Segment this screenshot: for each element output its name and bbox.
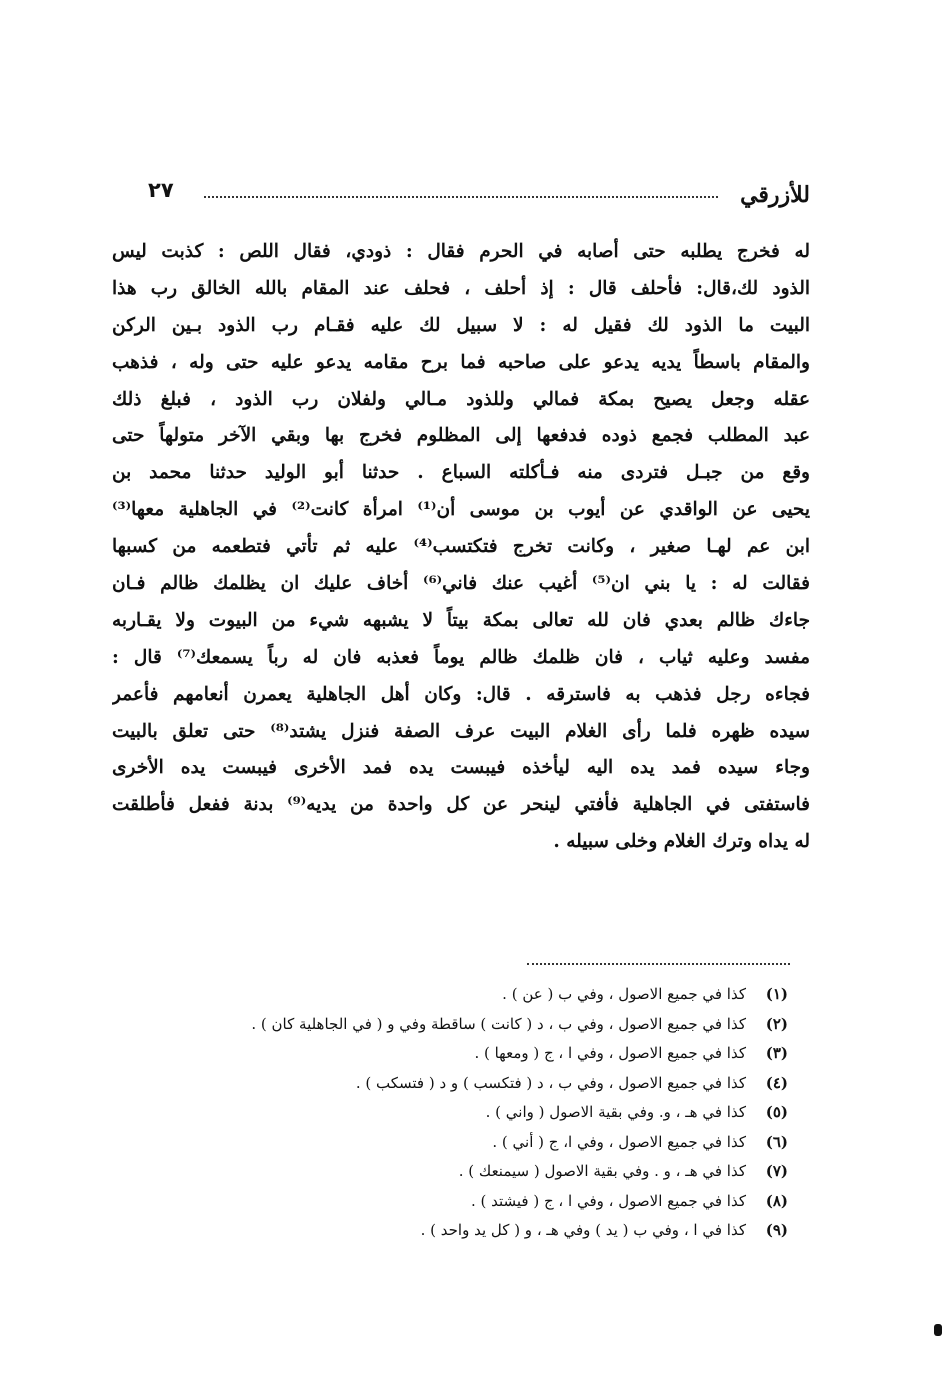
footnote-number: (٨) (765, 1191, 788, 1210)
footnote (150, 980, 788, 1010)
footnote-number: (٦) (765, 1132, 788, 1151)
footnote-number: (٣) (765, 1044, 788, 1062)
running-title: للأزرقي (740, 182, 810, 208)
footnote-text: كذا في جميع الاصول ، وفي ب ( عن ) . (502, 985, 746, 1003)
footnote-number: (٧) (765, 1162, 788, 1180)
text-line: فاستفتى في الجاهلية فأفتي لينحر عن كل واحدة من يديه⁽⁹⁾ بدنة ففعل فأطلقت (112, 794, 810, 816)
footnote (150, 1010, 788, 1040)
footnote-text: كذا في جميع الاصول ، وفي ا، ج ( أني ) . (492, 1132, 746, 1151)
footnote-text: كذا في ا ، وفي ب ( يد ) وفي هـ ، و ( كل يد واحد ) . (420, 1221, 746, 1239)
text-line: الذود لك،قال: فأحلف قال : إذ أحلف ، فحلف عند المقام بالله الخالق رب هذا (112, 277, 810, 299)
text-line: له يداه وترك الغلام وخلى سبيله . (553, 831, 810, 853)
footnote-text: كذا في جميع الاصول ، وفي ا ، ج ( فيشتد ) . (470, 1191, 746, 1210)
text-line: البيت ما الذود لك فقيل له : لا سبيل لك عليه فقـام رب الذود بـين الركن (112, 314, 810, 336)
footnote (150, 1187, 788, 1217)
footnote-text: كذا في جميع الاصول ، وفي ب ، د ( كانت ) ساقطة وفي و ( في الجاهلية كان ) . (251, 1014, 746, 1033)
header-dotted-rule (204, 196, 718, 198)
text-line: مفسد وعليه ثياب ، فان ظلمك ظالم يوماً فعذبه فان له رباً يسمعك⁽⁷⁾ قال : (112, 646, 810, 668)
footnote-text: كذا في هـ ، و. وفي بقية الاصول ( واني ) . (485, 1103, 746, 1121)
text-line: ابن عم لهـا صغير ، وكانت تخرج فتكتسب⁽⁴⁾ عليه ثم تأتي فتطعمه من كسبها (112, 536, 810, 558)
footnote-text: كذا في جميع الاصول ، وفي ب ، د ( فتكسب ) و د ( فتسكب ) . (355, 1073, 746, 1092)
footnotes (150, 980, 788, 1246)
text-line: وقع من جبـل فتردى منه فـأكلته السباع . حدثنا أبو الوليد حدثنا محمد بن (112, 462, 810, 484)
footnote-number: (١) (765, 985, 788, 1003)
footnote-separator (527, 963, 790, 965)
footnote (150, 1069, 788, 1099)
footnote-number: (٥) (765, 1103, 788, 1121)
footnote-number: (٢) (765, 1014, 788, 1033)
text-line: عقله وجعل يصيح بمكة فمالي وللذود مـالي ولفلان رب الذود ، فبلغ ذلك (112, 388, 810, 410)
footnote (150, 1157, 788, 1187)
footnote-text: كذا في هـ ، و . وفي بقية الاصول ( سيمنعك ) . (458, 1162, 746, 1180)
text-line: له فخرج يطلبه حتى أصابه في الحرم فقال : ذودي، فقال اللص : كذبت ليس (112, 241, 810, 262)
text-line: وجاء سيده فمد يده اليه ليأخذه فيبست يده فمد الأخرى فيبست يده الأخرى (112, 757, 810, 779)
text-line: فجاءه رجل فذهب به فاسترقه . قال: وكان أهل الجاهلية يعمرن أنعامهم فأعمر (112, 683, 810, 705)
footnote-number: (٩) (765, 1221, 788, 1239)
text-line: والمقام باسطاً يديه يدعو على صاحبه فما برح مقامه يدعو عليه حتى وله ، فذهب (112, 351, 810, 373)
footnote-number: (٤) (765, 1073, 788, 1092)
margin-ink-mark (934, 1324, 942, 1336)
main-text (112, 234, 810, 861)
footnote (150, 1039, 788, 1069)
text-line: عبد المطلب فجمع ذوده فدفعها إلى المظلوم فخرج بها وبقي الآخر متولهاً حتى (112, 425, 810, 447)
text-line: سيده ظهره فلما رأى الغلام البيت عرف الصفة فنزل يشتد⁽⁸⁾ حتى تعلق بالبيت (112, 720, 810, 742)
page-number: ٢٧ (148, 178, 174, 202)
footnote (150, 1098, 788, 1128)
text-line: يحيى عن الواقدي عن أيوب بن موسى أن⁽¹⁾ امرأة كانت⁽²⁾ في الجاهلية معها⁽³⁾ (112, 499, 810, 521)
running-head (148, 178, 810, 218)
footnote (150, 1128, 788, 1158)
text-line: فقالت له : يا بني ان⁽⁵⁾ أغيب عنك فاني⁽⁶⁾ أخاف عليك ان يظلمك ظالم فـان (112, 573, 810, 595)
text-line: جاءك ظالم بعدي فان لله تعالى بمكة بيتاً لا يشبهه شيء من البيوت ولا يقـاربه (112, 609, 810, 631)
footnote-text: كذا في جميع الاصول ، وفي ا ، ج ( ومعها ) . (474, 1044, 746, 1062)
footnote (150, 1216, 788, 1246)
